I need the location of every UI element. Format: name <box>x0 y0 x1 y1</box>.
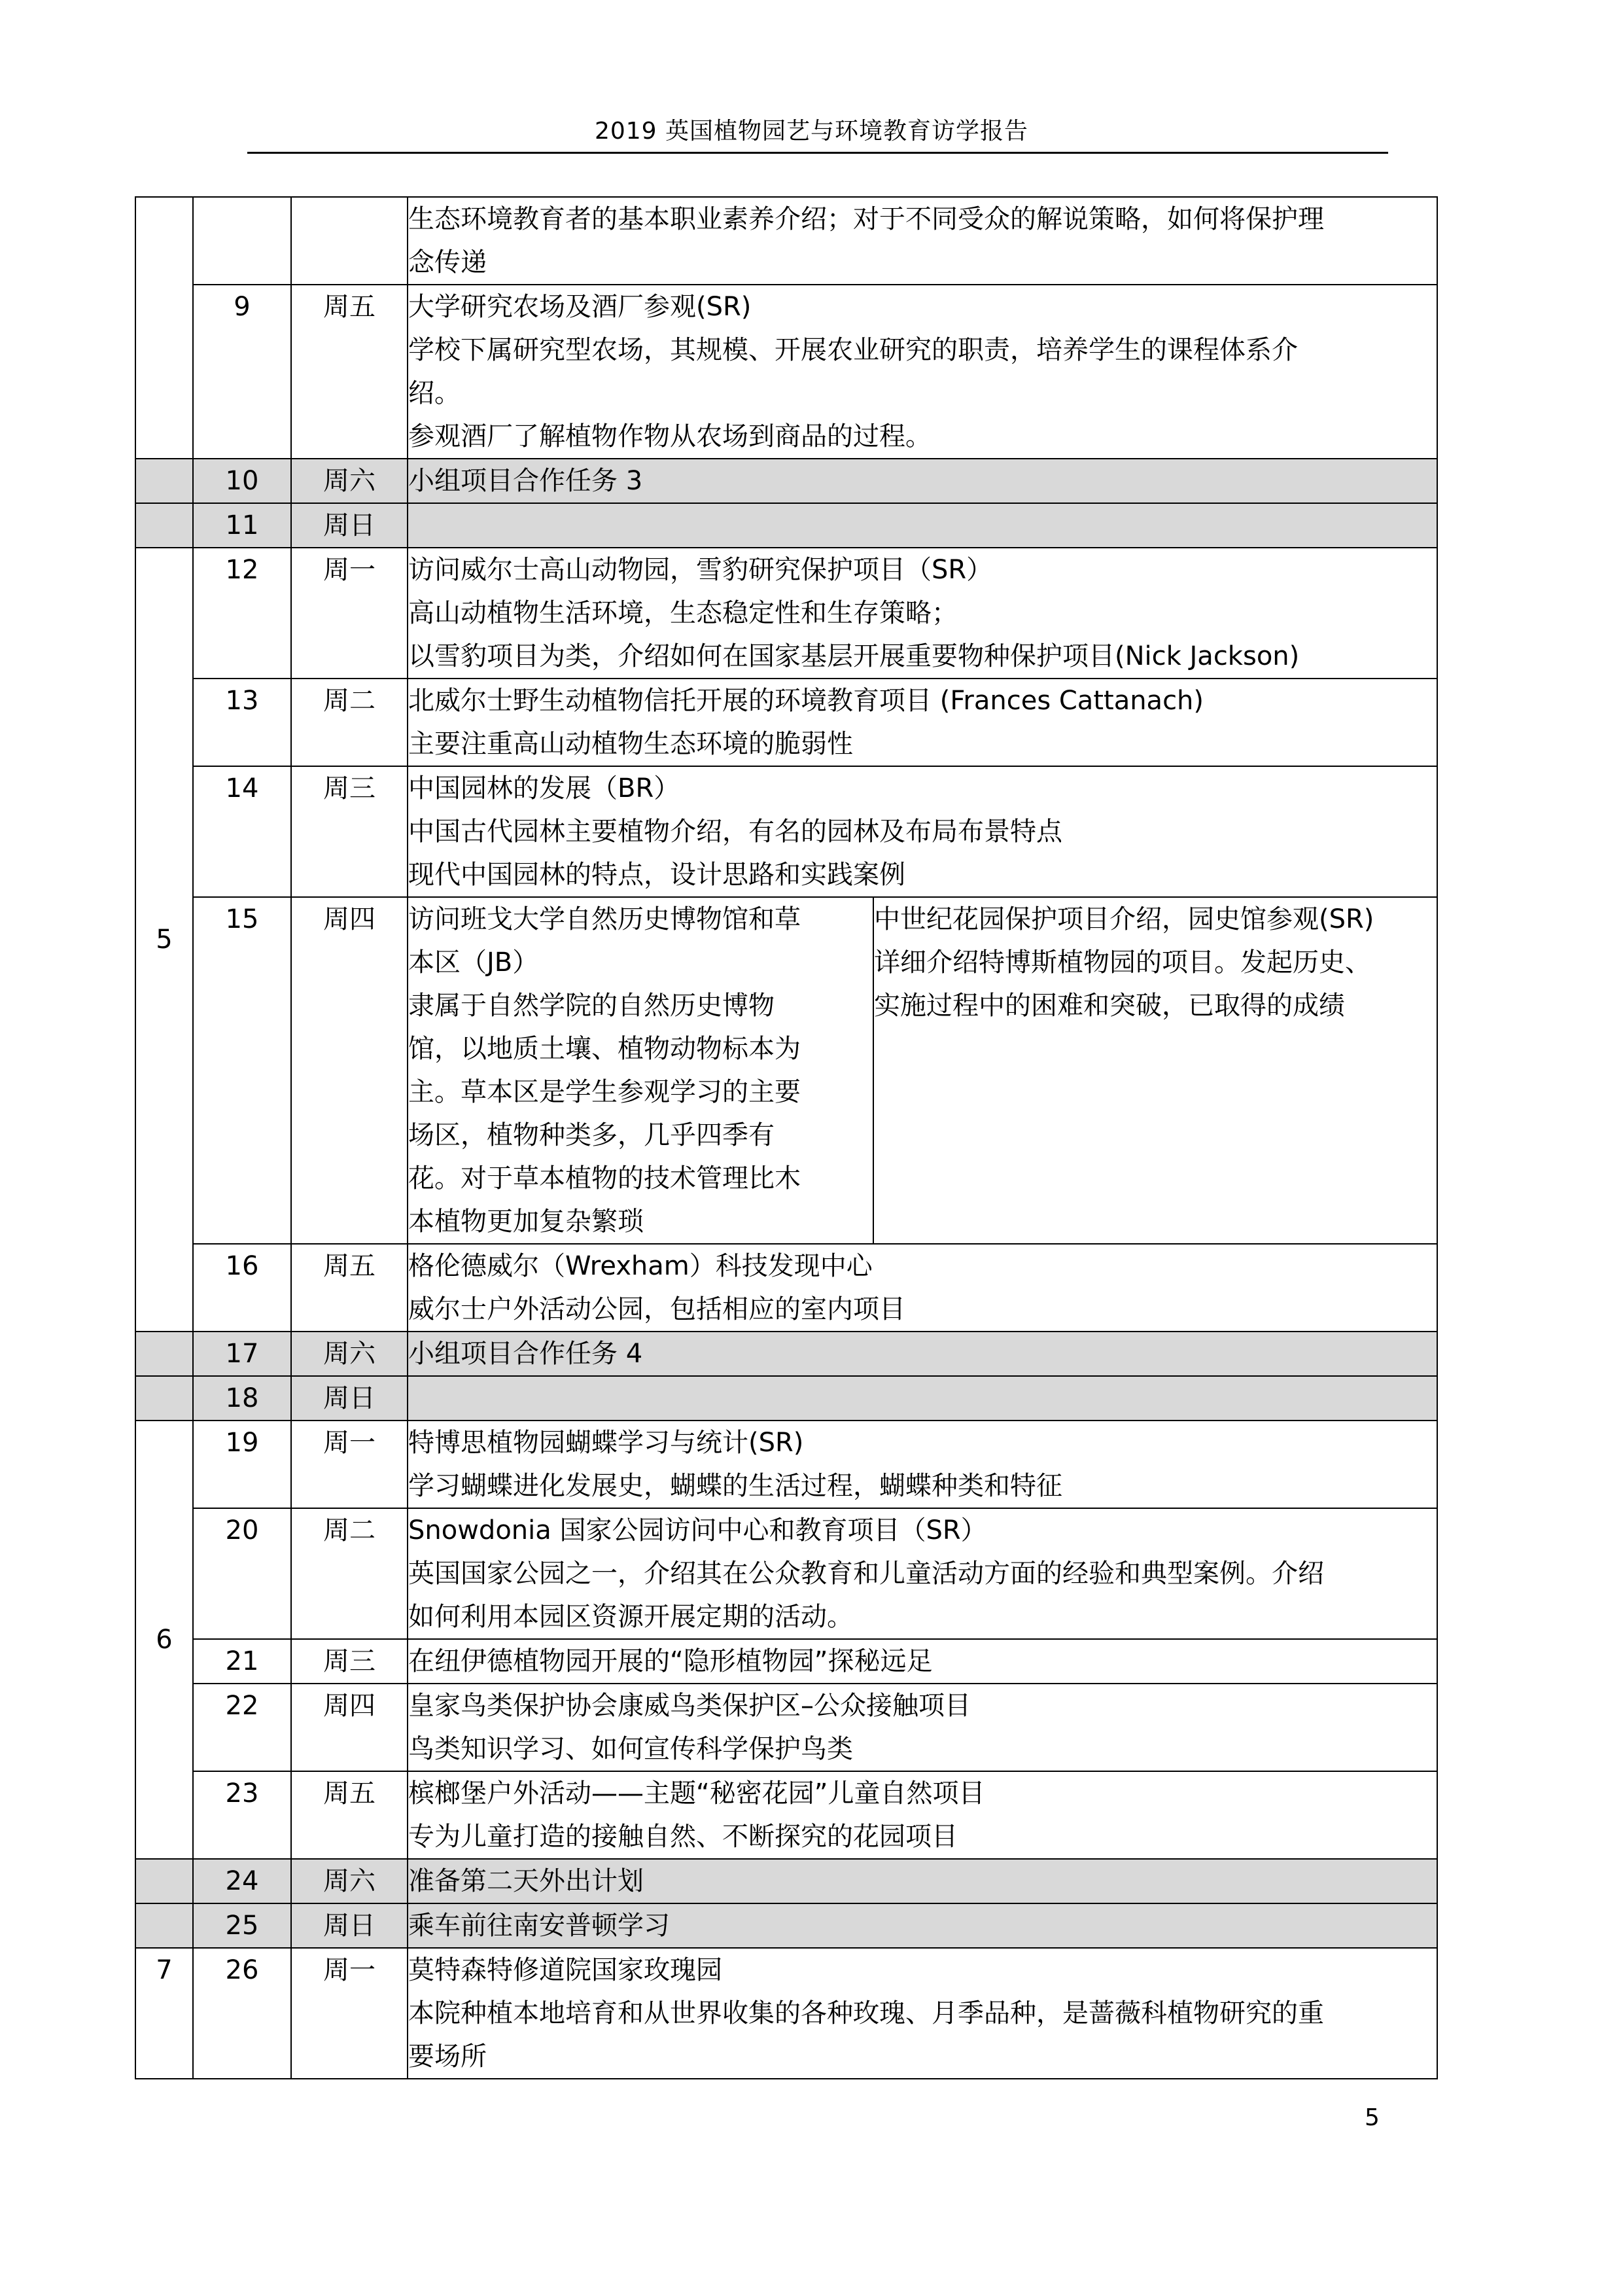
table-row <box>135 1859 1437 1903</box>
activity-line: 以雪豹项目为类，介绍如何在国家基层开展重要物种保护项目(Nick Jackson) <box>408 641 1300 671</box>
activity-line: 现代中国园林的特点，设计思路和实践案例 <box>408 860 905 890</box>
month-cell <box>135 1859 193 1903</box>
date-cell: 22 <box>193 1684 291 1771</box>
weekday-cell: 周五 <box>291 1244 408 1332</box>
weekday-cell: 周六 <box>291 1859 408 1903</box>
activity-line: 鸟类知识学习、如何宣传科学保护鸟类 <box>408 1734 853 1764</box>
table-row <box>135 459 1437 503</box>
date-cell: 18 <box>193 1376 291 1421</box>
activity-cell <box>408 1859 1437 1903</box>
month-cell <box>135 459 193 503</box>
activity-line: 小组项目合作任务 3 <box>408 466 643 496</box>
date-cell: 24 <box>193 1859 291 1903</box>
page-number: 5 <box>1365 2104 1380 2131</box>
month-cell <box>135 1948 193 2079</box>
table-row <box>135 679 1437 766</box>
activity-line: 本植物更加复杂繁琐 <box>408 1207 644 1237</box>
activity-line: 本院种植本地培育和从世界收集的各种玫瑰、月季品种，是蔷薇科植物研究的重 <box>408 1998 1324 2028</box>
activity-cell <box>408 1376 1437 1421</box>
table-row <box>135 548 1437 679</box>
weekday-cell: 周三 <box>291 766 408 897</box>
activity-cell <box>408 1421 1437 1508</box>
month-cell <box>135 1376 193 1421</box>
activity-line: 英国国家公园之一，介绍其在公众教育和儿童活动方面的经验和典型案例。介绍 <box>408 1559 1324 1589</box>
activity-line: 实施过程中的困难和突破，已取得的成绩 <box>874 991 1345 1021</box>
month-number: 6 <box>156 1625 173 1655</box>
date-cell: 11 <box>193 503 291 548</box>
weekday-cell: 周日 <box>291 503 408 548</box>
date-cell: 25 <box>193 1903 291 1948</box>
weekday-cell: 周三 <box>291 1639 408 1684</box>
activity-line: 馆，以地质土壤、植物动物标本为 <box>408 1034 801 1064</box>
activity-line: 绍。 <box>408 378 461 408</box>
table-row <box>135 1421 1437 1508</box>
activity-line: 主要注重高山动植物生态环境的脆弱性 <box>408 729 853 759</box>
weekday-cell: 周日 <box>291 1376 408 1421</box>
activity-line: 访问威尔士高山动物园，雪豹研究保护项目（SR） <box>408 555 993 585</box>
activity-line: 皇家鸟类保护协会康威鸟类保护区–公众接触项目 <box>408 1691 971 1721</box>
activity-cell <box>408 1639 1437 1684</box>
activity-line: 生态环境教育者的基本职业素养介绍；对于不同受众的解说策略，如何将保护理 <box>408 204 1324 234</box>
activity-line: 隶属于自然学院的自然历史博物 <box>408 991 775 1021</box>
weekday-cell: 周日 <box>291 1903 408 1948</box>
month-number: 5 <box>156 925 173 955</box>
weekday-cell: 周二 <box>291 679 408 766</box>
activity-line: 乘车前往南安普顿学习 <box>408 1911 670 1941</box>
month-cell <box>135 1332 193 1376</box>
activity-line: 要场所 <box>408 2041 487 2072</box>
activity-line: 如何利用本园区资源开展定期的活动。 <box>408 1602 853 1632</box>
date-cell: 16 <box>193 1244 291 1332</box>
weekday-cell <box>291 197 408 285</box>
activity-line: 场区，植物种类多，几乎四季有 <box>408 1120 775 1150</box>
activity-cell <box>408 1684 1437 1771</box>
activity-line: 中国古代园林主要植物介绍，有名的园林及布局布景特点 <box>408 817 1062 847</box>
activity-cell <box>408 503 1437 548</box>
activity-cell <box>408 1771 1437 1859</box>
activity-cell <box>408 197 1437 285</box>
table-row <box>135 1508 1437 1639</box>
month-cell <box>135 1903 193 1948</box>
date-cell: 10 <box>193 459 291 503</box>
weekday-cell: 周四 <box>291 897 408 1244</box>
table-row <box>135 1639 1437 1684</box>
weekday-cell: 周六 <box>291 459 408 503</box>
month-cell <box>135 503 193 548</box>
activity-line: 北威尔士野生动植物信托开展的环境教育项目 (Frances Cattanach) <box>408 686 1204 716</box>
activity-line: 大学研究农场及酒厂参观(SR) <box>408 292 752 322</box>
activity-line: 参观酒厂了解植物作物从农场到商品的过程。 <box>408 421 932 451</box>
date-cell: 23 <box>193 1771 291 1859</box>
activity-line: 学校下属研究型农场，其规模、开展农业研究的职责，培养学生的课程体系介 <box>408 335 1298 365</box>
activity-cell <box>408 459 1437 503</box>
activity-line: 中世纪花园保护项目介绍，园史馆参观(SR) <box>874 904 1374 934</box>
activity-line: 槟榔堡户外活动——主题“秘密花园”儿童自然项目 <box>408 1778 985 1809</box>
activity-cell-left <box>408 897 873 1244</box>
activity-cell <box>408 766 1437 897</box>
activity-line: 访问班戈大学自然历史博物馆和草 <box>408 904 801 934</box>
activity-line: 特博思植物园蝴蝶学习与统计(SR) <box>408 1428 804 1458</box>
activity-cell <box>408 1332 1437 1376</box>
activity-line: 高山动植物生活环境，生态稳定性和生存策略； <box>408 598 958 628</box>
date-cell: 9 <box>193 285 291 459</box>
activity-line: 念传递 <box>408 247 487 277</box>
month-cell <box>135 1421 193 1859</box>
activity-line: 格伦德威尔（Wrexham）科技发现中心 <box>408 1251 873 1281</box>
weekday-cell: 周五 <box>291 1771 408 1859</box>
month-cell <box>135 548 193 1332</box>
month-cell <box>135 197 193 459</box>
date-cell <box>193 197 291 285</box>
date-cell: 26 <box>193 1948 291 2079</box>
weekday-cell: 周四 <box>291 1684 408 1771</box>
date-cell: 15 <box>193 897 291 1244</box>
activity-cell <box>408 1244 1437 1332</box>
table-row <box>135 1771 1437 1859</box>
date-cell: 17 <box>193 1332 291 1376</box>
table-row <box>135 503 1437 548</box>
date-cell: 19 <box>193 1421 291 1508</box>
date-cell: 13 <box>193 679 291 766</box>
weekday-cell: 周六 <box>291 1332 408 1376</box>
activity-line: 威尔士户外活动公园，包括相应的室内项目 <box>408 1294 905 1324</box>
document-header-title: 2019 英国植物园艺与环境教育访学报告 <box>594 118 1029 145</box>
table-row <box>135 1684 1437 1771</box>
activity-line: 中国园林的发展（BR） <box>408 773 680 804</box>
weekday-cell: 周五 <box>291 285 408 459</box>
activity-line: 小组项目合作任务 4 <box>408 1339 643 1369</box>
activity-line: 花。对于草本植物的技术管理比木 <box>408 1163 801 1193</box>
date-cell: 20 <box>193 1508 291 1639</box>
month-number: 7 <box>156 1955 173 1985</box>
activity-cell <box>408 285 1437 459</box>
schedule-table <box>135 196 1438 2079</box>
activity-line: Snowdonia 国家公园访问中心和教育项目（SR） <box>408 1515 987 1545</box>
table-row <box>135 1376 1437 1421</box>
date-cell: 14 <box>193 766 291 897</box>
table-row <box>135 1332 1437 1376</box>
table-row <box>135 197 1437 285</box>
table-row <box>135 285 1437 459</box>
activity-cell <box>408 679 1437 766</box>
activity-line: 本区（JB） <box>408 947 539 978</box>
activity-line: 莫特森特修道院国家玫瑰园 <box>408 1955 722 1985</box>
weekday-cell: 周一 <box>291 1421 408 1508</box>
date-cell: 12 <box>193 548 291 679</box>
table-row <box>135 1903 1437 1948</box>
activity-cell <box>408 1508 1437 1639</box>
activity-line: 准备第二天外出计划 <box>408 1866 644 1896</box>
activity-cell-right <box>873 897 1437 1244</box>
weekday-cell: 周一 <box>291 548 408 679</box>
activity-cell <box>408 548 1437 679</box>
activity-cell <box>408 1903 1437 1948</box>
table-row <box>135 1244 1437 1332</box>
activity-line: 学习蝴蝶进化发展史，蝴蝶的生活过程，蝴蝶种类和特征 <box>408 1471 1062 1501</box>
activity-line: 专为儿童打造的接触自然、不断探究的花园项目 <box>408 1822 958 1852</box>
activity-line: 详细介绍特博斯植物园的项目。发起历史、 <box>874 947 1371 978</box>
weekday-cell: 周一 <box>291 1948 408 2079</box>
table-row <box>135 1948 1437 2079</box>
weekday-cell: 周二 <box>291 1508 408 1639</box>
date-cell: 21 <box>193 1639 291 1684</box>
header-rule <box>247 152 1388 154</box>
table-row <box>135 766 1437 897</box>
activity-line: 主。草本区是学生参观学习的主要 <box>408 1077 801 1107</box>
activity-line: 在纽伊德植物园开展的“隐形植物园”探秘远足 <box>408 1646 933 1676</box>
table-row <box>135 897 1437 1244</box>
activity-cell <box>408 1948 1437 2079</box>
